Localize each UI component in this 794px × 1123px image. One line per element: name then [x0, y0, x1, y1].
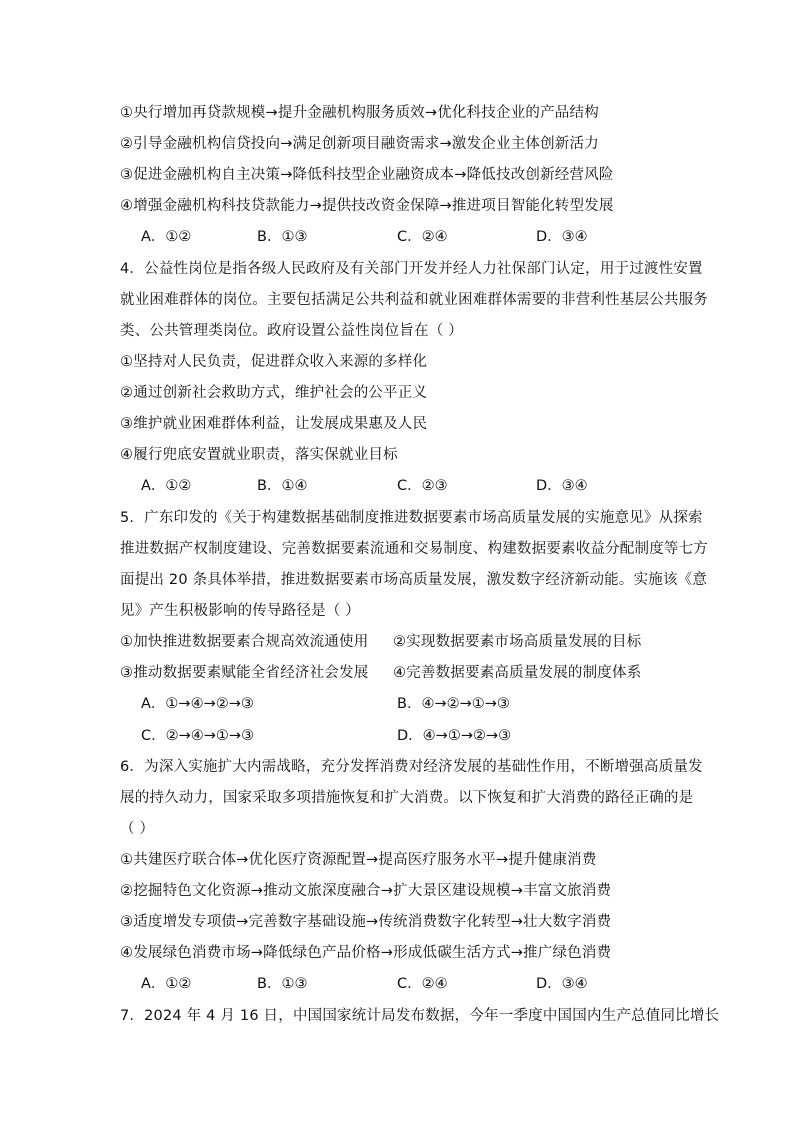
- q5-items-row-1: [120, 632, 642, 652]
- q4-option-d: D．③④: [536, 478, 588, 494]
- q3-option-d: D．③④: [536, 229, 588, 245]
- q6-stem-line-1: 6．为深入实施扩大内需战略，充分发挥消费对经济发展的基础性作用，不断增强高质量发: [120, 759, 703, 775]
- q4-item-2: ②通过创新社会救助方式，维护社会的公平正义: [120, 385, 428, 401]
- q4-stem-line-2: 就业困难群体的岗位。主要包括满足公共利益和就业困难群体需要的非营利性基层公共服务: [120, 292, 708, 308]
- q6-option-c: C．②④: [397, 976, 448, 992]
- q5-items-row-2: [120, 663, 642, 683]
- q4-option-c: C．②③: [397, 478, 448, 494]
- q5-option-d: D．④→①→②→③: [397, 728, 512, 744]
- q5-option-b: B．④→②→①→③: [397, 696, 510, 712]
- q5-stem-line-4: 见》产生积极影响的传导路径是（ ）: [120, 603, 361, 619]
- q7-stem-line-1: 7．2024 年 4 月 16 日，中国国家统计局发布数据，今年一季度中国国内生产总值同比增长: [120, 1008, 720, 1024]
- q5-option-a: A．①→④→②→③: [141, 696, 254, 712]
- q5-option-c: C．②→④→①→③: [141, 728, 255, 744]
- q4-item-1: ①坚持对人民负责，促进群众收入来源的多样化: [120, 354, 428, 370]
- q5-item-1: ①加快推进数据要素合规高效流通使用: [120, 634, 369, 650]
- q3-item-1: ①央行增加再贷款规模→提升金融机构服务质效→优化科技企业的产品结构: [120, 105, 599, 121]
- q6-item-3: ③适度增发专项债→完善数字基础设施→传统消费数字化转型→壮大数字消费: [120, 914, 612, 930]
- q6-option-b: B．①③: [257, 976, 308, 992]
- q3-option-b: B．①③: [257, 229, 308, 245]
- q5-item-4: ④完善数据要素高质量发展的制度体系: [393, 665, 642, 681]
- q4-item-3: ③维护就业困难群体利益，让发展成果惠及人民: [120, 416, 428, 432]
- q5-stem-line-3: 面提出 20 条具体举措，推进数据要素市场高质量发展，激发数字经济新动能。实施该《意: [120, 572, 708, 588]
- q3-option-c: C．②④: [397, 229, 448, 245]
- q4-item-4: ④履行兜底安置就业职责，落实保就业目标: [120, 447, 398, 463]
- q6-option-d: D．③④: [536, 976, 588, 992]
- q6-item-1: ①共建医疗联合体→优化医疗资源配置→提高医疗服务水平→提升健康消费: [120, 852, 597, 868]
- q3-item-4: ④增强金融机构科技贷款能力→提供技改资金保障→推进项目智能化转型发展: [120, 198, 614, 214]
- q6-item-2: ②挖掘特色文化资源→推动文旅深度融合→扩大景区建设规模→丰富文旅消费: [120, 883, 612, 899]
- q4-stem-line-3: 类、公共管理类岗位。政府设置公益性岗位旨在（ ）: [120, 323, 463, 339]
- q5-item-3: ③推动数据要素赋能全省经济社会发展: [120, 665, 369, 681]
- q4-stem-line-1: 4．公益性岗位是指各级人民政府及有关部门开发并经人力社保部门认定，用于过渡性安置: [120, 261, 703, 277]
- q6-option-a: A．①②: [141, 976, 192, 992]
- q5-item-2: ②实现数据要素市场高质量发展的目标: [393, 634, 642, 650]
- q4-option-a: A．①②: [141, 478, 192, 494]
- q3-item-2: ②引导金融机构信贷投向→满足创新项目融资需求→激发企业主体创新活力: [120, 136, 599, 152]
- q6-stem-line-3: （ ）: [120, 821, 155, 837]
- q5-stem-line-1: 5．广东印发的《关于构建数据基础制度推进数据要素市场高质量发展的实施意见》从探索: [120, 510, 703, 526]
- q4-option-b: B．①④: [257, 478, 308, 494]
- q3-item-3: ③促进金融机构自主决策→降低科技型企业融资成本→降低技改创新经营风险: [120, 167, 614, 183]
- q6-item-4: ④发展绿色消费市场→降低绿色产品价格→形成低碳生活方式→推广绿色消费: [120, 945, 612, 961]
- q5-stem-line-2: 推进数据产权制度建设、完善数据要素流通和交易制度、构建数据要素收益分配制度等七方: [120, 541, 708, 557]
- q3-option-a: A．①②: [141, 229, 192, 245]
- q6-stem-line-2: 展的持久动力，国家采取多项措施恢复和扩大消费。以下恢复和扩大消费的路径正确的是: [120, 790, 694, 806]
